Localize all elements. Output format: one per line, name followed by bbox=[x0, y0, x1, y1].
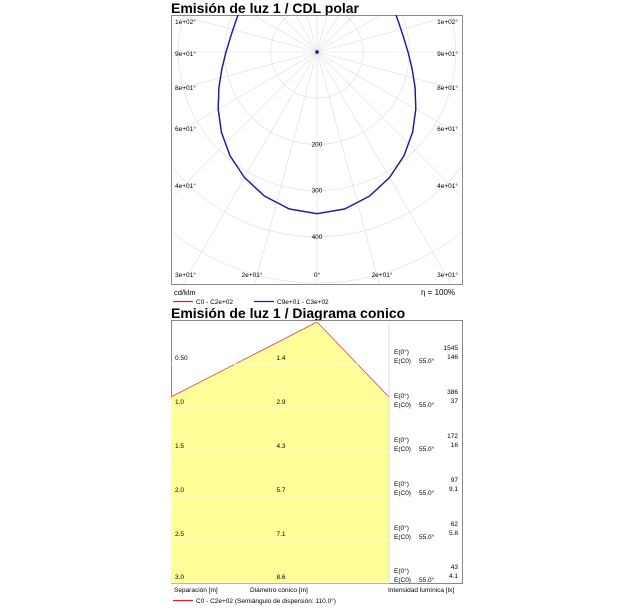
cone-row-angle: 55.0° bbox=[419, 577, 435, 584]
polar-angle-label-left: 8e+01° bbox=[175, 85, 196, 92]
cone-chart bbox=[171, 320, 463, 584]
polar-angle-label-right: 9e+01° bbox=[437, 51, 458, 58]
polar-angle-label-right: 3e+01° bbox=[437, 272, 458, 279]
cone-row-e0-label: E(0°) bbox=[394, 568, 409, 575]
cone-row-e0-value: 43 bbox=[450, 564, 458, 571]
efficiency-label: η = 100% bbox=[421, 288, 456, 297]
cone-row-diameter: 5.7 bbox=[276, 487, 286, 494]
footer-diameter: Diámetro cónico [m] bbox=[250, 587, 308, 594]
polar-radial-tick-label: 300 bbox=[311, 187, 323, 195]
cone-row-ec0-label: E(C0) bbox=[394, 490, 411, 497]
cone-row-e0-label: E(0°) bbox=[394, 525, 409, 532]
cone-row-e0-label: E(0°) bbox=[394, 393, 409, 400]
polar-angle-label-left: 4e+01° bbox=[175, 183, 196, 190]
cone-row-separation: 1.5 bbox=[175, 443, 185, 450]
cone-row-angle: 55.0° bbox=[419, 358, 435, 365]
polar-angle-label-right: 6e+01° bbox=[437, 126, 458, 133]
polar-bottom-angle-label: 0° bbox=[313, 272, 321, 279]
polar-radial-tick-label: 200 bbox=[311, 141, 323, 149]
cone-row-angle: 55.0° bbox=[419, 402, 435, 409]
polar-angle-label-left: 1e+02° bbox=[175, 19, 196, 26]
cone-row-angle: 55.0° bbox=[419, 446, 435, 453]
legend-label-c90: C9e+01 - C3e+02 bbox=[277, 299, 329, 306]
cone-row-ec0-label: E(C0) bbox=[394, 577, 411, 584]
cone-row-ec0-label: E(C0) bbox=[394, 402, 411, 409]
polar-angle-label-right: 4e+01° bbox=[437, 183, 458, 190]
cone-row-e0-value: 172 bbox=[447, 433, 458, 440]
cone-row-diameter: 1.4 bbox=[276, 355, 286, 362]
cone-row-ec0-label: E(C0) bbox=[394, 534, 411, 541]
cone-row-e0-value: 62 bbox=[450, 521, 458, 528]
polar-radial-tick-label: 400 bbox=[311, 233, 323, 241]
cone-row-angle: 55.0° bbox=[419, 490, 435, 497]
polar-angle-label-left: 3e+01° bbox=[175, 272, 196, 279]
cone-row-separation: 0.50 bbox=[175, 355, 188, 362]
footer-intensity: Intensidad lumínica [lx] bbox=[388, 587, 455, 594]
polar-angle-label-left: 9e+01° bbox=[175, 51, 196, 58]
cone-row-ec0-value: 9.1 bbox=[448, 486, 458, 493]
polar-title: Emisión de luz 1 / CDL polar bbox=[171, 0, 359, 16]
cone-row-e0-label: E(0°) bbox=[394, 481, 409, 488]
unit-label: cd/klm bbox=[174, 288, 196, 297]
footer-separation: Separación [m] bbox=[174, 587, 218, 594]
cone-row-diameter: 4.3 bbox=[276, 443, 286, 450]
polar-bottom-angle-label: 2e+01° bbox=[241, 272, 263, 279]
polar-angle-label-left: 6e+01° bbox=[175, 126, 196, 133]
polar-chart bbox=[171, 15, 463, 285]
cone-row-ec0-label: E(C0) bbox=[394, 446, 411, 453]
cone-row-separation: 2.0 bbox=[175, 487, 185, 494]
cone-row-ec0-value: 16 bbox=[450, 442, 458, 449]
cone-row-e0-value: 97 bbox=[450, 477, 458, 484]
cone-row-ec0-value: 37 bbox=[450, 398, 458, 405]
cone-row-separation: 1.0 bbox=[175, 399, 185, 406]
polar-angle-label-right: 1e+02° bbox=[437, 19, 458, 26]
cone-row-separation: 3.0 bbox=[175, 574, 185, 581]
cone-legend-label: C0 - C2e+02 (Semiángulo de dispersión: 110.0°) bbox=[196, 598, 336, 605]
cone-row-ec0-value: 5.8 bbox=[448, 530, 458, 537]
legend-label-c0: C0 - C2e+02 bbox=[196, 299, 234, 306]
cone-legend bbox=[171, 596, 463, 606]
cone-row-e0-label: E(0°) bbox=[394, 349, 409, 356]
cone-row-diameter: 8.6 bbox=[276, 574, 286, 581]
cone-row-diameter: 2.9 bbox=[276, 399, 286, 406]
cone-row-ec0-value: 4.1 bbox=[448, 573, 458, 580]
polar-center-marker bbox=[315, 50, 319, 54]
polar-angle-label-right: 8e+01° bbox=[437, 85, 458, 92]
cone-row-separation: 2.5 bbox=[175, 531, 185, 538]
cone-row-diameter: 7.1 bbox=[276, 531, 286, 538]
cone-row-angle: 55.0° bbox=[419, 534, 435, 541]
cone-row-e0-label: E(0°) bbox=[394, 437, 409, 444]
polar-bottom-angle-label: 2e+01° bbox=[371, 272, 393, 279]
cone-row-e0-value: 386 bbox=[447, 389, 458, 396]
cone-row-ec0-value: 146 bbox=[447, 354, 458, 361]
cone-row-e0-value: 1545 bbox=[443, 345, 458, 352]
cone-row-ec0-label: E(C0) bbox=[394, 358, 411, 365]
cone-title: Emisión de luz 1 / Diagrama conico bbox=[171, 305, 406, 321]
